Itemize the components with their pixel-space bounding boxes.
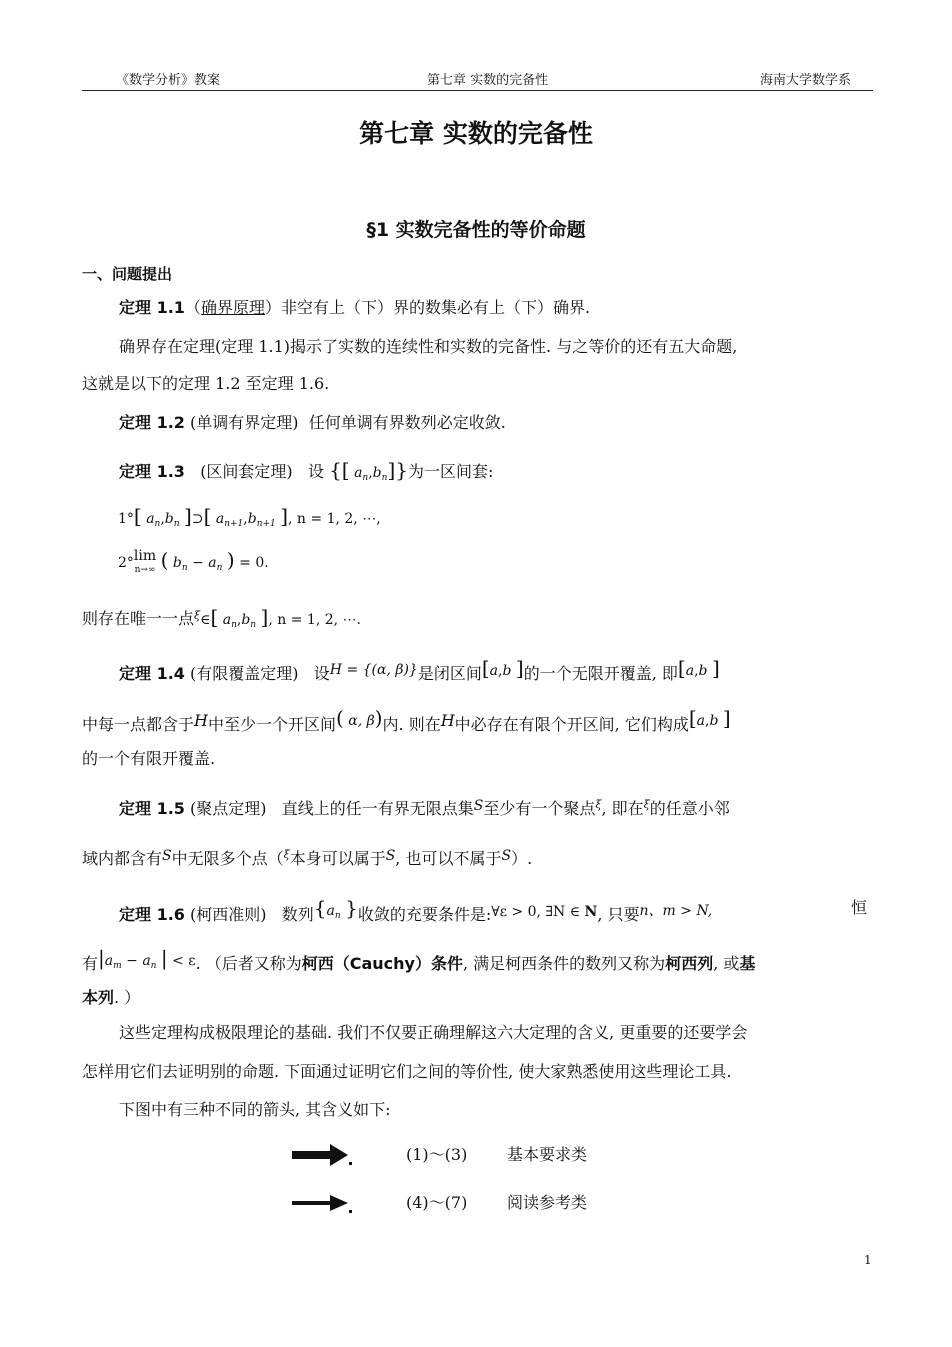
theorem-label: 定理 1.6 (119, 905, 185, 924)
cover-set-formula: H = {(α, β)} (329, 662, 418, 678)
theorem-1-6-line2: 有$|a_m - a_n$ | < ε. （后者又称为柯西（Cauchy）条件, 满足柯西条件的数列又称为柯西列, 或基 (82, 946, 756, 973)
theorem-text: 为一区间套: (407, 462, 494, 481)
thick-arrow-icon (292, 1142, 354, 1172)
theorem-1-5: 定理 1.5 (聚点定理) 直线上的任一有界无限点集S至少有一个聚点$^\xi$, 即在$^\xi$的任意小邻 (119, 798, 730, 818)
header-center: 第七章 实数的完备性 (427, 73, 549, 88)
header-right: 海南大学数学系 (760, 73, 852, 88)
subsection-heading: 一、问题提出 (82, 265, 173, 283)
theorem-label: 定理 1.4 (119, 664, 185, 683)
theorem-1-2 (119, 413, 506, 433)
condition-1: 1°[ $a_n,b_n$ ]⊃[ $a_{n+1},b_{n+1}$ ], n = 1, 2, ⋯, (118, 504, 381, 529)
theorem-name: 确界原理 (200, 298, 265, 317)
theorem-text: 非空有上（下）界的数集必有上（下）确界. (280, 298, 591, 317)
medium-arrow-icon (292, 1190, 354, 1220)
theorem-1-1 (119, 298, 590, 318)
theorem-1-4: 定理 1.4 (有限覆盖定理) 设H = {(α, β)}是闭区间[a,b ]的一个无限开覆盖, 即[a,b ] (119, 656, 720, 683)
theorem-label: 定理 1.2 (119, 413, 185, 432)
theorem-text: 任何单调有界数列必定收敛. (308, 413, 506, 432)
interval-sequence-formula: {[ $a_n,b_n$]} (329, 458, 408, 483)
theorem-paren: ） (264, 298, 281, 317)
chapter-title: 第七章 实数的完备性 (359, 119, 593, 148)
page-number: 1 (864, 1253, 872, 1267)
theorem-1-6: 定理 1.6 (柯西准则) 数列{$a_n$ }收敛的充要条件是:∀ε > 0, ∃N ∈ N, 只要n、m > N, (119, 896, 713, 924)
condition-2: 2°lim n→∞ ( $b_n - a_n$ ) = 0. (118, 548, 269, 575)
theorem-label: 定理 1.1 (119, 298, 185, 317)
theorem-1-4-line3: 的一个有限开覆盖. (82, 749, 216, 768)
theorem-1-6-line3: 本列. ） (82, 988, 141, 1007)
theorem-1-5-line2: 域内都含有S中无限多个点（$^\xi$本身可以属于S, 也可以不属于S）. (82, 848, 533, 868)
theorem-paren: （ (184, 298, 201, 317)
paragraph-line: 这些定理构成极限理论的基础. 我们不仅要正确理解这六大定理的含义, 更重要的还要学会 (119, 1023, 748, 1042)
legend-range: (1)～(3) (406, 1145, 468, 1164)
theorem-name: (柯西准则) (190, 905, 267, 924)
conclusion-formula: $^\xi$∈[ $a_n,b_n$ ], n = 1, 2, ⋯. (194, 605, 361, 630)
paragraph-line: 这就是以下的定理 1.2 至定理 1.6. (82, 374, 330, 393)
paragraph-line: 怎样用它们去证明别的命题. 下面通过证明它们之间的等价性, 使大家熟悉使用这些理论工具. (82, 1062, 732, 1081)
theorem-1-4-line2: 中每一点都含于H中至少一个开区间( α, β)内. 则在H中必存在有限个开区间, 它们构成[a,b ] (82, 706, 731, 734)
theorem-1-6-end: 恒 (851, 898, 868, 917)
theorem-label: 定理 1.5 (119, 799, 185, 818)
condition-formula: [ $a_n,b_n$ ]⊃[ $a_{n+1},b_{n+1}$ ], n = 1, 2, ⋯, (133, 504, 381, 529)
section-title: §1 实数完备性的等价命题 (366, 219, 586, 241)
header-rule (82, 90, 873, 91)
theorem-label: 定理 1.3 (119, 462, 185, 481)
theorem-name: (区间套定理) (200, 462, 293, 481)
theorem-text: 设 (307, 462, 324, 481)
paragraph-line: 确界存在定理(定理 1.1)揭示了实数的连续性和实数的完备性. 与之等价的还有五大命题, (119, 337, 738, 356)
paragraph-line: 下图中有三种不同的箭头, 其含义如下: (119, 1100, 391, 1119)
theorem-name: (单调有界定理) (190, 413, 299, 432)
theorem-1-3 (119, 460, 493, 488)
legend-desc: 基本要求类 (507, 1145, 588, 1164)
theorem-1-3-conclusion: 则存在唯一一点$^\xi$∈[ $a_n,b_n$ ], n = 1, 2, ⋯. (82, 605, 361, 630)
limit-formula: lim n→∞ ( $b_n - a_n$ ) = 0. (133, 548, 269, 575)
legend-desc: 阅读参考类 (507, 1193, 588, 1212)
theorem-name: (聚点定理) (190, 799, 267, 818)
theorem-name: (有限覆盖定理) (190, 664, 299, 683)
cauchy-inequality: $|a_m - a_n$ | < ε (98, 946, 196, 971)
cauchy-condition: ∀ε > 0, ∃N ∈ N (491, 904, 598, 920)
header-left: 《数学分析》教案 (116, 73, 221, 88)
legend-range: (4)～(7) (406, 1193, 468, 1212)
